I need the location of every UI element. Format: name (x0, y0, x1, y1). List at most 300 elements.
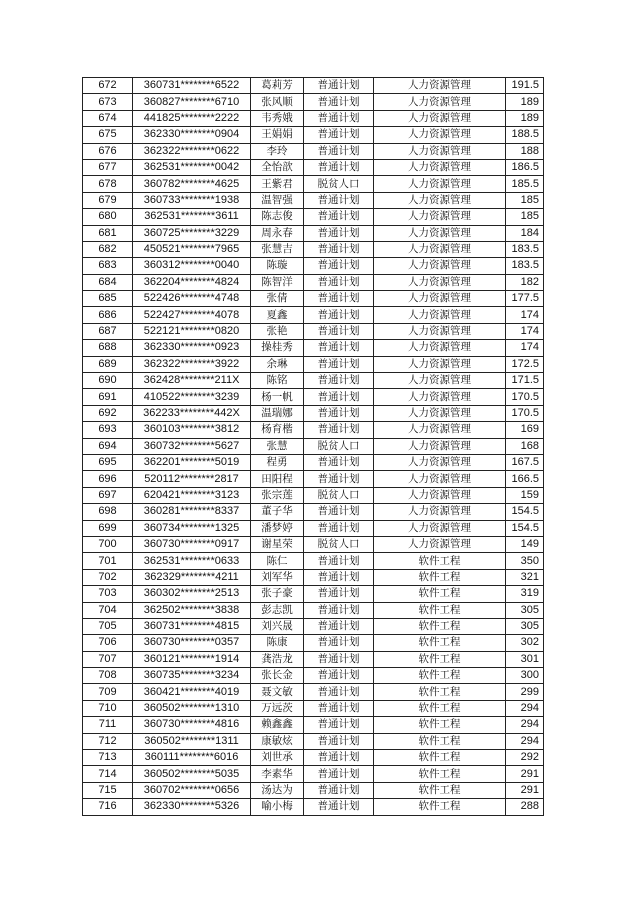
row-number-cell: 696 (83, 471, 133, 487)
table-body (83, 78, 544, 816)
major-cell: 软件工程 (374, 782, 506, 798)
major-cell: 人力资源管理 (374, 209, 506, 225)
table-row (83, 750, 544, 766)
score-cell: 172.5 (506, 356, 544, 372)
name-cell: 彭志凯 (251, 602, 304, 618)
plan-type-cell: 普通计划 (304, 159, 374, 175)
table-row (83, 504, 544, 520)
plan-type-cell: 普通计划 (304, 668, 374, 684)
row-number-cell: 681 (83, 225, 133, 241)
plan-type-cell: 普通计划 (304, 373, 374, 389)
name-cell: 程勇 (251, 454, 304, 470)
name-cell: 陈仁 (251, 553, 304, 569)
id-number-cell: 360782********4625 (133, 176, 251, 192)
row-number-cell: 687 (83, 323, 133, 339)
name-cell: 陈康 (251, 635, 304, 651)
table-row (83, 586, 544, 602)
row-number-cell: 674 (83, 110, 133, 126)
score-cell: 191.5 (506, 78, 544, 94)
score-cell: 188.5 (506, 127, 544, 143)
table-row (83, 258, 544, 274)
plan-type-cell: 普通计划 (304, 192, 374, 208)
plan-type-cell: 普通计划 (304, 143, 374, 159)
row-number-cell: 684 (83, 274, 133, 290)
id-number-cell: 362329********4211 (133, 569, 251, 585)
name-cell: 余琳 (251, 356, 304, 372)
score-cell: 166.5 (506, 471, 544, 487)
plan-type-cell: 普通计划 (304, 127, 374, 143)
plan-type-cell: 普通计划 (304, 700, 374, 716)
table-row (83, 192, 544, 208)
row-number-cell: 698 (83, 504, 133, 520)
name-cell: 张艳 (251, 323, 304, 339)
id-number-cell: 362502********3838 (133, 602, 251, 618)
score-cell: 182 (506, 274, 544, 290)
row-number-cell: 680 (83, 209, 133, 225)
table-row (83, 733, 544, 749)
table-row (83, 717, 544, 733)
row-number-cell: 699 (83, 520, 133, 536)
table-row (83, 159, 544, 175)
row-number-cell: 689 (83, 356, 133, 372)
score-cell: 291 (506, 782, 544, 798)
major-cell: 人力资源管理 (374, 291, 506, 307)
table-row (83, 487, 544, 503)
major-cell: 人力资源管理 (374, 487, 506, 503)
name-cell: 韦秀娥 (251, 110, 304, 126)
major-cell: 人力资源管理 (374, 520, 506, 536)
plan-type-cell: 普通计划 (304, 635, 374, 651)
plan-type-cell: 普通计划 (304, 520, 374, 536)
major-cell: 人力资源管理 (374, 225, 506, 241)
major-cell: 人力资源管理 (374, 504, 506, 520)
score-cell: 188 (506, 143, 544, 159)
major-cell: 人力资源管理 (374, 340, 506, 356)
score-cell: 168 (506, 438, 544, 454)
row-number-cell: 714 (83, 766, 133, 782)
name-cell: 张慧 (251, 438, 304, 454)
plan-type-cell: 普通计划 (304, 94, 374, 110)
major-cell: 人力资源管理 (374, 241, 506, 257)
row-number-cell: 701 (83, 553, 133, 569)
name-cell: 潘梦婷 (251, 520, 304, 536)
row-number-cell: 704 (83, 602, 133, 618)
score-cell: 291 (506, 766, 544, 782)
row-number-cell: 705 (83, 618, 133, 634)
major-cell: 软件工程 (374, 635, 506, 651)
major-cell: 软件工程 (374, 684, 506, 700)
plan-type-cell: 普通计划 (304, 454, 374, 470)
score-cell: 321 (506, 569, 544, 585)
table-row (83, 127, 544, 143)
id-number-cell: 362428********211X (133, 373, 251, 389)
table-row (83, 569, 544, 585)
name-cell: 杨一帆 (251, 389, 304, 405)
id-number-cell: 362531********0633 (133, 553, 251, 569)
score-cell: 294 (506, 733, 544, 749)
id-number-cell: 360731********4815 (133, 618, 251, 634)
score-cell: 305 (506, 602, 544, 618)
major-cell: 人力资源管理 (374, 274, 506, 290)
name-cell: 夏鑫 (251, 307, 304, 323)
table-row (83, 307, 544, 323)
major-cell: 软件工程 (374, 618, 506, 634)
id-number-cell: 360281********8337 (133, 504, 251, 520)
name-cell: 温智强 (251, 192, 304, 208)
id-number-cell: 362330********0923 (133, 340, 251, 356)
score-cell: 184 (506, 225, 544, 241)
plan-type-cell: 普通计划 (304, 602, 374, 618)
score-cell: 170.5 (506, 405, 544, 421)
score-cell: 154.5 (506, 504, 544, 520)
name-cell: 张风顺 (251, 94, 304, 110)
major-cell: 软件工程 (374, 733, 506, 749)
name-cell: 张子豪 (251, 586, 304, 602)
name-cell: 操桂秀 (251, 340, 304, 356)
table-row (83, 176, 544, 192)
name-cell: 葛莉芳 (251, 78, 304, 94)
row-number-cell: 693 (83, 422, 133, 438)
table-row (83, 405, 544, 421)
name-cell: 李玲 (251, 143, 304, 159)
score-cell: 302 (506, 635, 544, 651)
major-cell: 软件工程 (374, 766, 506, 782)
table-row (83, 602, 544, 618)
row-number-cell: 675 (83, 127, 133, 143)
table-row (83, 438, 544, 454)
score-cell: 185 (506, 192, 544, 208)
id-number-cell: 362531********3611 (133, 209, 251, 225)
table-row (83, 389, 544, 405)
score-cell: 177.5 (506, 291, 544, 307)
plan-type-cell: 普通计划 (304, 684, 374, 700)
score-cell: 185 (506, 209, 544, 225)
major-cell: 软件工程 (374, 700, 506, 716)
name-cell: 张慧吉 (251, 241, 304, 257)
plan-type-cell: 普通计划 (304, 356, 374, 372)
score-cell: 294 (506, 717, 544, 733)
id-number-cell: 360121********1914 (133, 651, 251, 667)
major-cell: 人力资源管理 (374, 405, 506, 421)
major-cell: 软件工程 (374, 750, 506, 766)
plan-type-cell: 普通计划 (304, 291, 374, 307)
major-cell: 软件工程 (374, 668, 506, 684)
name-cell: 刘兴晟 (251, 618, 304, 634)
score-cell: 174 (506, 340, 544, 356)
row-number-cell: 688 (83, 340, 133, 356)
id-number-cell: 362531********0042 (133, 159, 251, 175)
plan-type-cell: 普通计划 (304, 618, 374, 634)
table-row (83, 471, 544, 487)
row-number-cell: 682 (83, 241, 133, 257)
id-number-cell: 360302********2513 (133, 586, 251, 602)
name-cell: 张倩 (251, 291, 304, 307)
table-row (83, 618, 544, 634)
major-cell: 人力资源管理 (374, 422, 506, 438)
id-number-cell: 360732********5627 (133, 438, 251, 454)
id-number-cell: 360730********4816 (133, 717, 251, 733)
score-cell: 292 (506, 750, 544, 766)
plan-type-cell: 普通计划 (304, 717, 374, 733)
name-cell: 刘军华 (251, 569, 304, 585)
name-cell: 谢星荣 (251, 536, 304, 552)
row-number-cell: 711 (83, 717, 133, 733)
id-number-cell: 360111********6016 (133, 750, 251, 766)
table-row (83, 340, 544, 356)
id-number-cell: 520112********2817 (133, 471, 251, 487)
table-row (83, 110, 544, 126)
major-cell: 人力资源管理 (374, 323, 506, 339)
id-number-cell: 362322********0622 (133, 143, 251, 159)
table-row (83, 635, 544, 651)
id-number-cell: 620421********3123 (133, 487, 251, 503)
name-cell: 陈智洋 (251, 274, 304, 290)
row-number-cell: 710 (83, 700, 133, 716)
name-cell: 李素华 (251, 766, 304, 782)
row-number-cell: 679 (83, 192, 133, 208)
id-number-cell: 360731********6522 (133, 78, 251, 94)
row-number-cell: 691 (83, 389, 133, 405)
row-number-cell: 703 (83, 586, 133, 602)
score-cell: 183.5 (506, 241, 544, 257)
plan-type-cell: 普通计划 (304, 569, 374, 585)
score-cell: 169 (506, 422, 544, 438)
score-cell: 301 (506, 651, 544, 667)
table-row (83, 209, 544, 225)
row-number-cell: 697 (83, 487, 133, 503)
plan-type-cell: 脱贫人口 (304, 176, 374, 192)
major-cell: 人力资源管理 (374, 192, 506, 208)
row-number-cell: 706 (83, 635, 133, 651)
id-number-cell: 362201********5019 (133, 454, 251, 470)
name-cell: 杨育楷 (251, 422, 304, 438)
score-cell: 149 (506, 536, 544, 552)
id-number-cell: 360730********0357 (133, 635, 251, 651)
id-number-cell: 362330********5326 (133, 799, 251, 815)
id-number-cell: 362204********4824 (133, 274, 251, 290)
name-cell: 陈璇 (251, 258, 304, 274)
major-cell: 人力资源管理 (374, 127, 506, 143)
row-number-cell: 713 (83, 750, 133, 766)
plan-type-cell: 脱贫人口 (304, 536, 374, 552)
score-cell: 299 (506, 684, 544, 700)
id-number-cell: 360103********3812 (133, 422, 251, 438)
id-number-cell: 360502********1311 (133, 733, 251, 749)
plan-type-cell: 普通计划 (304, 323, 374, 339)
name-cell: 陈志俊 (251, 209, 304, 225)
row-number-cell: 672 (83, 78, 133, 94)
name-cell: 陈铭 (251, 373, 304, 389)
table-row (83, 536, 544, 552)
row-number-cell: 716 (83, 799, 133, 815)
score-cell: 300 (506, 668, 544, 684)
table-row (83, 323, 544, 339)
table-row (83, 700, 544, 716)
row-number-cell: 712 (83, 733, 133, 749)
plan-type-cell: 普通计划 (304, 274, 374, 290)
plan-type-cell: 脱贫人口 (304, 487, 374, 503)
table-row (83, 274, 544, 290)
plan-type-cell: 普通计划 (304, 389, 374, 405)
id-number-cell: 450521********7965 (133, 241, 251, 257)
plan-type-cell: 普通计划 (304, 110, 374, 126)
plan-type-cell: 普通计划 (304, 340, 374, 356)
name-cell: 喻小梅 (251, 799, 304, 815)
row-number-cell: 690 (83, 373, 133, 389)
score-cell: 350 (506, 553, 544, 569)
row-number-cell: 702 (83, 569, 133, 585)
id-number-cell: 360725********3229 (133, 225, 251, 241)
name-cell: 田阳程 (251, 471, 304, 487)
score-cell: 170.5 (506, 389, 544, 405)
name-cell: 周永春 (251, 225, 304, 241)
major-cell: 人力资源管理 (374, 307, 506, 323)
major-cell: 人力资源管理 (374, 454, 506, 470)
id-number-cell: 362233********442X (133, 405, 251, 421)
major-cell: 人力资源管理 (374, 373, 506, 389)
row-number-cell: 676 (83, 143, 133, 159)
table-row (83, 782, 544, 798)
major-cell: 人力资源管理 (374, 159, 506, 175)
id-number-cell: 360730********0917 (133, 536, 251, 552)
row-number-cell: 707 (83, 651, 133, 667)
plan-type-cell: 脱贫人口 (304, 438, 374, 454)
major-cell: 人力资源管理 (374, 78, 506, 94)
major-cell: 人力资源管理 (374, 143, 506, 159)
name-cell: 刘世承 (251, 750, 304, 766)
name-cell: 龚浩龙 (251, 651, 304, 667)
id-number-cell: 360702********0656 (133, 782, 251, 798)
row-number-cell: 715 (83, 782, 133, 798)
id-number-cell: 360827********6710 (133, 94, 251, 110)
name-cell: 万远茨 (251, 700, 304, 716)
row-number-cell: 678 (83, 176, 133, 192)
row-number-cell: 700 (83, 536, 133, 552)
score-cell: 167.5 (506, 454, 544, 470)
plan-type-cell: 普通计划 (304, 750, 374, 766)
table-row (83, 651, 544, 667)
name-cell: 汤达为 (251, 782, 304, 798)
plan-type-cell: 普通计划 (304, 422, 374, 438)
major-cell: 人力资源管理 (374, 176, 506, 192)
table-row (83, 241, 544, 257)
score-cell: 171.5 (506, 373, 544, 389)
table-row (83, 553, 544, 569)
name-cell: 赖鑫鑫 (251, 717, 304, 733)
id-number-cell: 360421********4019 (133, 684, 251, 700)
plan-type-cell: 普通计划 (304, 553, 374, 569)
major-cell: 人力资源管理 (374, 258, 506, 274)
table-row (83, 799, 544, 815)
row-number-cell: 683 (83, 258, 133, 274)
plan-type-cell: 普通计划 (304, 225, 374, 241)
major-cell: 软件工程 (374, 717, 506, 733)
table-row (83, 78, 544, 94)
row-number-cell: 709 (83, 684, 133, 700)
id-number-cell: 360734********1325 (133, 520, 251, 536)
major-cell: 软件工程 (374, 799, 506, 815)
table-row (83, 684, 544, 700)
score-cell: 154.5 (506, 520, 544, 536)
score-cell: 294 (506, 700, 544, 716)
plan-type-cell: 普通计划 (304, 78, 374, 94)
row-number-cell: 708 (83, 668, 133, 684)
id-number-cell: 362330********0904 (133, 127, 251, 143)
table-row (83, 766, 544, 782)
major-cell: 软件工程 (374, 553, 506, 569)
score-cell: 288 (506, 799, 544, 815)
row-number-cell: 694 (83, 438, 133, 454)
plan-type-cell: 普通计划 (304, 799, 374, 815)
id-number-cell: 360502********5035 (133, 766, 251, 782)
table-row (83, 225, 544, 241)
major-cell: 人力资源管理 (374, 110, 506, 126)
id-number-cell: 522427********4078 (133, 307, 251, 323)
plan-type-cell: 普通计划 (304, 405, 374, 421)
major-cell: 软件工程 (374, 569, 506, 585)
name-cell: 张长金 (251, 668, 304, 684)
plan-type-cell: 普通计划 (304, 209, 374, 225)
row-number-cell: 692 (83, 405, 133, 421)
major-cell: 软件工程 (374, 602, 506, 618)
score-cell: 189 (506, 110, 544, 126)
name-cell: 全怡歆 (251, 159, 304, 175)
id-number-cell: 410522********3239 (133, 389, 251, 405)
name-cell: 康敏炫 (251, 733, 304, 749)
major-cell: 人力资源管理 (374, 438, 506, 454)
plan-type-cell: 普通计划 (304, 651, 374, 667)
table-row (83, 422, 544, 438)
major-cell: 人力资源管理 (374, 471, 506, 487)
score-cell: 174 (506, 307, 544, 323)
major-cell: 人力资源管理 (374, 94, 506, 110)
id-number-cell: 360735********3234 (133, 668, 251, 684)
plan-type-cell: 普通计划 (304, 733, 374, 749)
id-number-cell: 362322********3922 (133, 356, 251, 372)
table-row (83, 94, 544, 110)
score-cell: 185.5 (506, 176, 544, 192)
id-number-cell: 360312********0040 (133, 258, 251, 274)
name-cell: 王紫君 (251, 176, 304, 192)
name-cell: 张宗莲 (251, 487, 304, 503)
plan-type-cell: 普通计划 (304, 782, 374, 798)
name-cell: 聂文敏 (251, 684, 304, 700)
plan-type-cell: 普通计划 (304, 241, 374, 257)
row-number-cell: 685 (83, 291, 133, 307)
id-number-cell: 522426********4748 (133, 291, 251, 307)
table-row (83, 356, 544, 372)
id-number-cell: 360502********1310 (133, 700, 251, 716)
score-cell: 174 (506, 323, 544, 339)
score-cell: 189 (506, 94, 544, 110)
score-cell: 305 (506, 618, 544, 634)
table-row (83, 291, 544, 307)
table-row (83, 373, 544, 389)
plan-type-cell: 普通计划 (304, 586, 374, 602)
id-number-cell: 360733********1938 (133, 192, 251, 208)
table-row (83, 520, 544, 536)
plan-type-cell: 普通计划 (304, 504, 374, 520)
name-cell: 王娟娟 (251, 127, 304, 143)
score-cell: 319 (506, 586, 544, 602)
plan-type-cell: 普通计划 (304, 307, 374, 323)
major-cell: 软件工程 (374, 651, 506, 667)
plan-type-cell: 普通计划 (304, 766, 374, 782)
table-row (83, 143, 544, 159)
major-cell: 人力资源管理 (374, 389, 506, 405)
table-row (83, 668, 544, 684)
table-row (83, 454, 544, 470)
